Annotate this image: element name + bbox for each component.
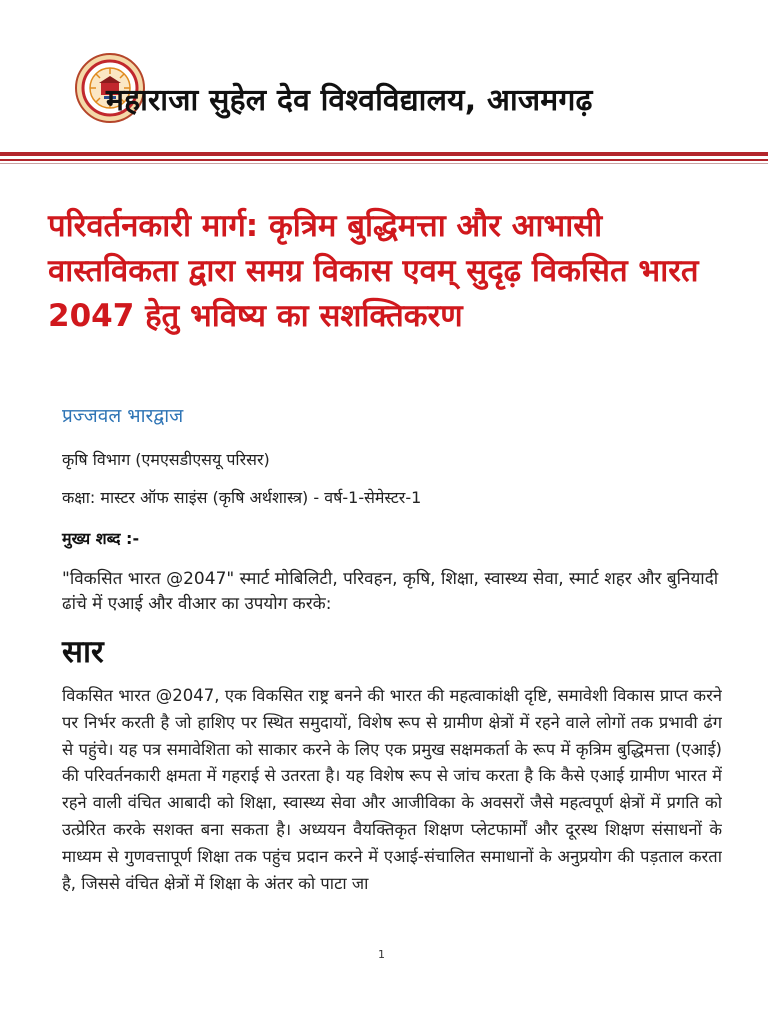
page-number: 1	[378, 948, 385, 961]
author-name: प्रज्जवल भारद्वाज	[62, 405, 184, 427]
keywords-label: मुख्य शब्द :-	[62, 529, 140, 548]
department: कृषि विभाग (एमएसडीएसयू परिसर)	[62, 450, 270, 469]
header-rule	[0, 163, 768, 164]
abstract-heading: सार	[62, 634, 104, 670]
keywords-text: "विकसित भारत @2047" स्मार्ट मोबिलिटी, परिवहन, कृषि, शिक्षा, स्वास्थ्य सेवा, स्मार्ट शहर और बुनियादी ढांचे में एआई और वीआर का उपयोग करके:	[62, 569, 719, 614]
abstract-text: विकसित भारत @2047, एक विकसित राष्ट्र बनने की भारत की महत्वाकांक्षी दृष्टि, समावेशी विकास प्राप्त करने पर निर्भर करती है जो हाशिए पर स्थित समुदायों, विशेष रूप से ग्रामीण क्षेत्रों में रहने वाले लोगों तक प्रभावी ढंग से पहुंचे। यह पत्र समावेशिता को साकार करने के लिए एक प्रमुख सक्षमकर्ता के रूप में कृत्रिम बुद्धिमत्ता (एआई) की परिवर्तनकारी क्षमता में गहराई से उतरता है। यह विशेष रूप से जांच करता है कि कैसे एआई ग्रामीण भारत में रहने वाली वंचित आबादी को शिक्षा, स्वास्थ्य सेवा और आजीविका के अवसरों जैसे महत्वपूर्ण क्षेत्रों में प्रगति को उत्प्रेरित करके सशक्त बना सकता है। अध्ययन वैयक्तिकृत शिक्षण प्लेटफार्मों और दूरस्थ शिक्षण संसाधनों के माध्यम से गुणवत्तापूर्ण शिक्षा तक पहुंच प्रदान करने में एआई-संचालित समाधानों के अनुप्रयोग की पड़ताल करता है, जिससे वंचित क्षेत्रों में शिक्षा के अंतर को पाटा जा	[62, 686, 722, 893]
paper-title: परिवर्तनकारी मार्ग: कृत्रिम बुद्धिमत्ता और आभासी वास्तविकता द्वारा समग्र विकास एवम् सुदृढ़ विकसित भारत 2047 हेतु भविष्य का सशक्तिकरण	[48, 208, 699, 334]
university-name: महाराजा सुहेल देव विश्वविद्यालय, आजमगढ़	[106, 83, 593, 118]
class-info: कक्षा: मास्टर ऑफ साइंस (कृषि अर्थशास्त्र) - वर्ष-1-सेमेस्टर-1	[62, 488, 422, 507]
header-rule	[0, 152, 768, 156]
header-rule	[0, 159, 768, 161]
document-header	[0, 0, 768, 170]
